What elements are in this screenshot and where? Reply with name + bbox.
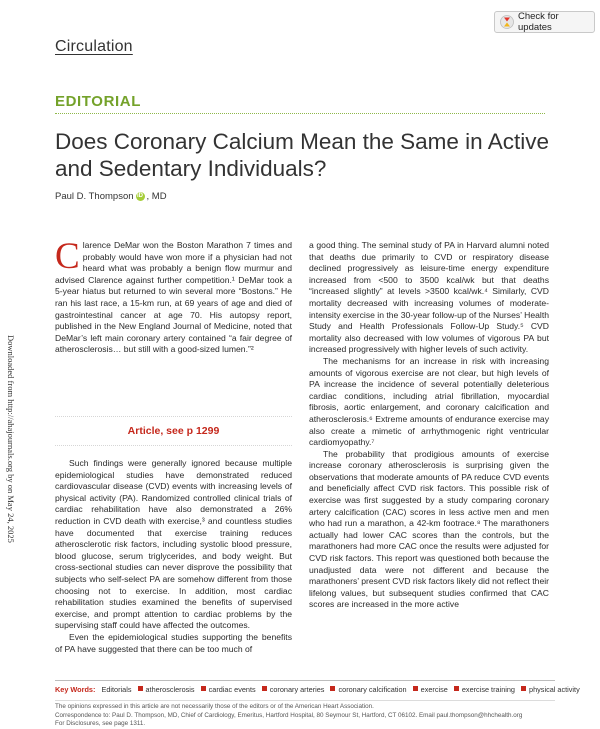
keywords-bar [55,680,580,701]
crossmark-icon [500,15,514,29]
footer-correspondence: Correspondence to: Paul D. Thompson, MD, Chief of Cardiology, Emeritus, Hartford Hospital, 80 Seymour St, Hartford, CT 06102. Email paul.thompson@hhchealth.org [55,711,523,719]
author-degree: , MD [146,191,167,202]
footer-notes [55,700,555,729]
keyword[interactable]: cardiac events [208,685,256,694]
orcid-icon[interactable]: iD [137,193,144,199]
footer-divider [55,700,555,701]
intro-paragraph [55,236,292,356]
keyword[interactable]: coronary calcification [338,685,407,694]
check-for-updates-button[interactable] [494,11,595,33]
keywords-label: Key Words: [55,685,96,694]
bullet-square-icon [454,686,459,691]
keyword[interactable]: atherosclerosis [145,685,195,694]
keyword[interactable]: exercise training [461,685,515,694]
section-label: EDITORIAL [55,93,141,110]
download-watermark-text: Downloaded from http://ahajournals.org by on May 24, 2025 [6,335,16,543]
bullet-square-icon [521,686,526,691]
paragraph: The mechanisms for an increase in risk with increasing amounts of vigorous exercise are not clear, but high levels of PA increase the incidence of several potentially deleterious cardiac conditions, including atrial fibrillation, myocardial fibrosis, aortic enlargement, and coronary calcification and atherosclerosis.⁶ Extreme amounts of endurance exercise may also create a mimetic of arrhythmogenic right ventricular cardiomyopathy.⁷ [309,355,549,448]
keyword[interactable]: physical activity [529,685,580,694]
article-reference-link[interactable]: Article, see p 1299 [55,416,292,446]
keyword[interactable]: exercise [420,685,448,694]
bullet-square-icon [201,686,206,691]
intro-text: larence DeMar won the Boston Marathon 7 times and probably would have won more if a physician had not heard what was probably a benign flow murmur and advised Clarence against further competition.¹ DeMar took a 5-year hiatus but returned to win several more “Bostons.” He ran his last race, a 15-km run, at 69 years of age and died of gastrointestinal cancer at age 70. His autopsy report, published in the New England Journal of Medicine, noted that DeMar’s left main coronary artery contained “a fair degree of atherosclerosis… but still with a good-sized lumen.”² [55,240,292,355]
drop-cap: C [55,236,80,277]
author-line [55,191,167,202]
download-watermark [4,335,18,665]
bullet-square-icon [262,686,267,691]
paragraph: The probability that prodigious amounts of exercise increase coronary atherosclerosis is surprising given the observations that moderate amounts of PA reduce CVD events and beneficially affect CVD risk factors. This possible risk of exercise was first suggested by a study comparing coronary artery calcification (CAC) scores in less active men and men who had run a marathon, a 42-km footrace.⁸ The marathoners actually had lower CAC scores than the controls, but the marathoners had more CAC once the results were adjusted for CVD risk factors. This report was questioned both because the unadjusted data were not different and because the marathoners’ present CVD risk factors likely did not reflect their lifelong values, but subsequent studies confirmed that CAC scores are increased in the more active [309,448,549,610]
keyword[interactable]: Editorials [101,685,132,694]
footer-disclaimer: The opinions expressed in this article are not necessarily those of the editors or of the American Heart Association. [55,703,374,710]
paragraph: Even the epidemiological studies supporting the benefits of PA have suggested that there can be too much of [55,631,292,654]
body-column-right [309,240,549,611]
section-divider [55,113,545,114]
bullet-square-icon [413,686,418,691]
body-column-left [55,458,292,655]
bullet-square-icon [138,686,143,691]
check-for-updates-label: Check for updates [518,11,559,33]
bullet-square-icon [330,686,335,691]
body-column-left-intro [55,236,292,356]
author-name[interactable]: Paul D. Thompson [55,191,134,202]
paragraph: a good thing. The seminal study of PA in Harvard alumni noted that deaths due primarily to CVD or respiratory disease declined progressively as leisure-time energy expenditure increased from <500 to 3500 kcal/wk but that deaths “increased slightly” at levels >3500 kcal/wk.⁴ Similarly, CVD mortality decreased with increasing volumes of moderate-intensity exercise in the 30-year follow-up of the Nurses’ Health Study and Health Professionals Follow-Up Study.⁵ CVD mortality also decreased with low volumes of vigorous PA but increased progressively with higher levels of such activity. [309,240,549,355]
keyword[interactable]: coronary arteries [269,685,325,694]
article-title: Does Coronary Calcium Mean the Same in Active and Sedentary Individuals? [55,129,549,181]
paragraph: Such findings were generally ignored because multiple epidemiological studies have demonstrated reduced cardiovascular disease (CVD) events with increasing levels of physical activity (PA). Randomized controlled clinical trials of cardiac rehabilitation have also demonstrated a 26% reduction in CVD death with exercise,³ and countless studies have documented that exercise training reduces atherosclerotic risk factors, including systolic blood pressure, blood glucose, serum triglycerides, and body weight. But cross-sectional studies can never disprove the possibility that subjects who self-select PA are somehow different from those choosing not to exercise. In addition, most cardiac rehabilitation studies examined the benefits of supervised exercise, and prompt attention to cardiac problems by the supervising staff could have affected the outcomes. [55,458,292,631]
footer-disclosures: For Disclosures, see page 1311. [55,720,146,727]
journal-name: Circulation [55,38,133,55]
